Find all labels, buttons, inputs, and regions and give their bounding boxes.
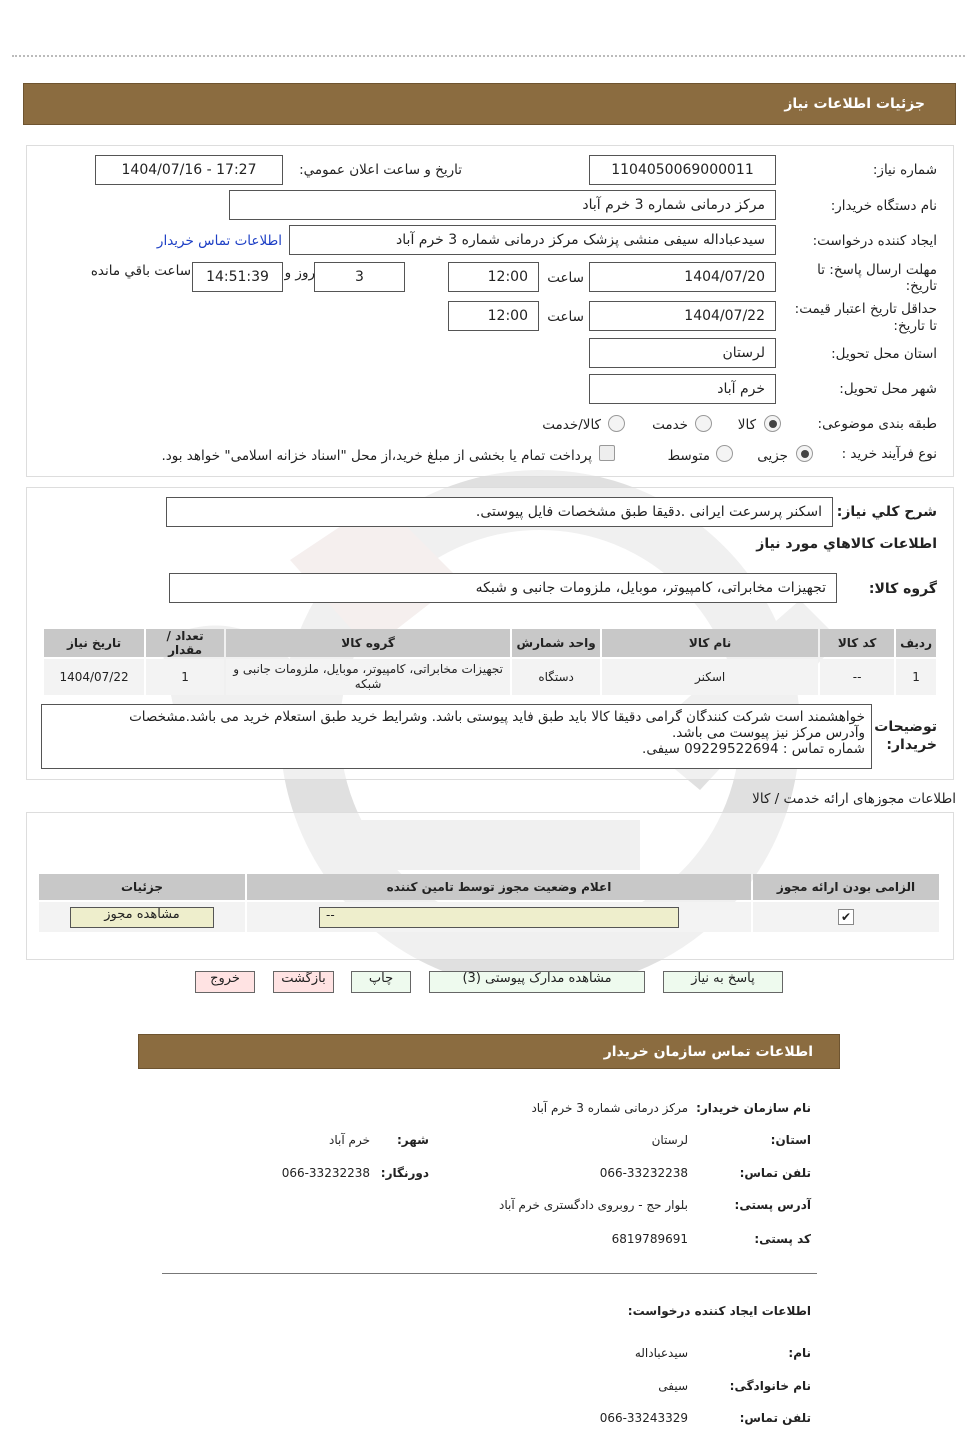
back-button[interactable]: بازگشت — [273, 971, 334, 993]
top-divider — [12, 55, 965, 57]
requester-phone-label: تلفن تماس: — [739, 1411, 811, 1425]
days-field — [314, 262, 405, 292]
process-label: نوع فرآیند خرید : — [841, 446, 937, 462]
org-contact-header — [138, 1034, 840, 1069]
province-label: استان محل تحویل: — [831, 346, 937, 362]
announce-field — [95, 155, 283, 185]
org-contact-title: اطلاعات تماس سازمان خریدار — [603, 1043, 813, 1060]
validity-date-value: 1404/07/22 — [684, 308, 765, 324]
notes-line-1: خواهشمند است شرکت کنندگان گرامی دقیقا کالا باید طبق فاید پیوستی باشد. وشرایط خرید طبق استعلام خرید می باشد.مشخصات — [129, 709, 865, 725]
notes-label-1: توضیحات — [874, 719, 937, 735]
org-address-value: بلوار حج - روبروی دادگستری خرم آباد — [499, 1198, 688, 1212]
requester-name-value: سیدعباداله — [634, 1346, 688, 1360]
org-phone-value: 066-33232238 — [599, 1166, 688, 1180]
org-province-label: استان: — [770, 1133, 811, 1147]
notes-line-3: شماره تماس : 09229522694 سیفی. — [642, 741, 865, 757]
org-province-value: لرستان — [651, 1133, 688, 1147]
deadline-time-label: ساعت — [547, 270, 584, 286]
requester-family-label: نام خانوادگی: — [729, 1379, 811, 1393]
validity-date-field — [589, 301, 776, 331]
cell-required — [753, 902, 939, 932]
permits-table-header — [39, 874, 939, 900]
validity-time-label: ساعت — [547, 309, 584, 325]
deadline-label-1: مهلت ارسال پاسخ: تا — [817, 262, 937, 278]
org-postal-value: 6819789691 — [611, 1232, 688, 1246]
province-value: لرستان — [722, 345, 765, 361]
days-label: روز و — [284, 265, 315, 281]
city-label: شهر محل تحویل: — [839, 381, 937, 397]
process-option-minor: جزیی — [757, 448, 788, 464]
col-unit: واحد شمارش — [512, 629, 600, 657]
validity-label-2: تا تاریخ: — [893, 318, 937, 334]
deadline-date-value: 1404/07/20 — [684, 269, 765, 285]
buyer-label: نام دستگاه خریدار: — [830, 198, 937, 214]
reply-button[interactable]: پاسخ به نیاز — [663, 971, 783, 993]
group-field — [169, 573, 837, 603]
validity-time-field — [448, 301, 539, 331]
view-permit-button[interactable]: مشاهده مجوز — [70, 907, 214, 928]
details-header — [23, 83, 956, 125]
requester-phone-value: 066-33243329 — [599, 1411, 688, 1425]
cell-unit: دستگاه — [512, 659, 600, 695]
payment-note: پرداخت تمام یا بخشی از مبلغ خرید،از محل "اسناد خزانه اسلامی" خواهد بود. — [161, 448, 592, 464]
notes-line-2: وآدرس مرکز نیز پیوست می باشد. — [672, 725, 865, 741]
permits-table — [37, 872, 941, 934]
goods-table — [42, 627, 938, 697]
exit-button[interactable]: خروج — [195, 971, 255, 993]
buyer-value: مرکز درمانی شماره 3 خرم آباد — [582, 197, 765, 213]
cell-row: 1 — [896, 659, 936, 695]
creator-field — [289, 225, 776, 255]
org-name-label: نام سازمان خریدار: — [696, 1101, 811, 1115]
attachments-button[interactable]: مشاهده مدارک پیوستی (3) — [429, 971, 645, 993]
permit-status-field[interactable] — [319, 907, 679, 928]
creator-value: سیدعباداله سیفی منشی پزشک مرکز درمانی شماره 3 خرم آباد — [396, 232, 765, 248]
org-postal-label: کد پستی: — [754, 1232, 811, 1246]
org-phone-label: تلفن تماس: — [739, 1166, 811, 1180]
table-row — [44, 659, 936, 695]
deadline-time-value: 12:00 — [487, 269, 528, 285]
cell-date: 1404/07/22 — [44, 659, 144, 695]
notes-label-2: خریدار: — [886, 737, 937, 753]
category-radio-goods[interactable] — [764, 415, 781, 432]
col-row: ردیف — [896, 629, 936, 657]
contact-divider — [162, 1273, 817, 1274]
buyer-field — [229, 190, 776, 220]
cell-group: تجهیزات مخابراتی، کامپیوتر، موبایل، ملزومات جانبی و شبکه — [226, 659, 510, 695]
buyer-contact-link[interactable]: اطلاعات تماس خریدار — [156, 233, 282, 249]
announce-label: تاریخ و ساعت اعلان عمومي: — [299, 162, 462, 178]
desc-label: شرح كلي نياز: — [836, 504, 937, 520]
col-name: نام کالا — [602, 629, 818, 657]
category-label: طبقه بندی موضوعی: — [817, 416, 937, 432]
col-required: الزامی بودن ارائه مجوز — [753, 874, 939, 900]
category-option-service: خدمت — [652, 417, 688, 433]
col-group: گروه کالا — [226, 629, 510, 657]
deadline-time-field — [448, 262, 539, 292]
print-button[interactable]: چاپ — [351, 971, 411, 993]
org-city-value: خرم آباد — [329, 1133, 370, 1147]
org-fax-label: دورنگار: — [380, 1166, 429, 1180]
permits-title: اطلاعات مجوزهای ارائه خدمت / کالا — [752, 791, 956, 807]
radio-selected-dot — [801, 450, 809, 458]
need-number-field — [589, 155, 776, 185]
col-status: اعلام وضعیت مجوز توسط تامین کننده — [247, 874, 751, 900]
org-fax-value: 066-33232238 — [281, 1166, 370, 1180]
cell-status — [247, 902, 751, 932]
city-value: خرم آباد — [717, 381, 765, 397]
category-radio-both[interactable] — [608, 415, 625, 432]
requester-family-value: سیفی — [658, 1379, 688, 1393]
org-address-label: آدرس پستی: — [734, 1198, 811, 1212]
table-row — [39, 902, 939, 932]
need-number-label: شماره نیاز: — [872, 162, 937, 178]
province-field — [589, 338, 776, 368]
treasury-checkbox[interactable] — [599, 445, 615, 461]
remaining-label: ساعت باقي مانده — [90, 263, 191, 279]
validity-label-1: حداقل تاریخ اعتبار قیمت: — [794, 301, 937, 317]
announce-value: 1404/07/16 - 17:27 — [121, 162, 257, 178]
goods-title: اطلاعات كالاهاي مورد نياز — [756, 536, 937, 552]
deadline-date-field — [589, 262, 776, 292]
col-details: جزئیات — [39, 874, 245, 900]
org-city-label: شهر: — [397, 1133, 429, 1147]
process-radio-medium[interactable] — [716, 445, 733, 462]
col-qty: تعداد / مقدار — [146, 629, 224, 657]
group-value: تجهیزات مخابراتی، کامپیوتر، موبایل، ملزومات جانبی و شبکه — [475, 580, 826, 596]
col-code: کد کالا — [820, 629, 894, 657]
creator-label: ایجاد کننده درخواست: — [812, 233, 937, 249]
days-value: 3 — [355, 269, 364, 285]
page-title: جزئیات اطلاعات نیاز — [784, 96, 925, 112]
remaining-time-value: 14:51:39 — [206, 269, 269, 285]
requester-name-label: نام: — [788, 1346, 811, 1360]
required-checkbox[interactable]: ✔ — [838, 909, 854, 925]
desc-field — [166, 497, 833, 527]
category-radio-service[interactable] — [695, 415, 712, 432]
need-number-value: 1104050069000011 — [611, 162, 754, 178]
category-option-goods: کالا — [737, 417, 756, 433]
deadline-label-2: تاریخ: — [905, 278, 937, 294]
col-date: تاریخ نیاز — [44, 629, 144, 657]
cell-code: -- — [820, 659, 894, 695]
process-radio-minor[interactable] — [796, 445, 813, 462]
cell-details — [39, 902, 245, 932]
requester-title: اطلاعات ایجاد کننده درخواست: — [627, 1304, 811, 1318]
cell-qty: 1 — [146, 659, 224, 695]
group-label: گروه کالا: — [868, 581, 937, 597]
validity-time-value: 12:00 — [487, 308, 528, 324]
remaining-time-field — [192, 262, 283, 292]
buyer-notes-box — [41, 704, 872, 769]
desc-value: اسکنر پرسرعت ایرانی .دقیقا طبق مشخصات فایل پیوستی. — [475, 504, 822, 520]
cell-name: اسکنر — [602, 659, 818, 695]
radio-selected-dot — [769, 420, 777, 428]
org-name-value: مرکز درمانی شماره 3 خرم آباد — [531, 1101, 688, 1115]
category-option-both: کالا/خدمت — [542, 417, 601, 433]
goods-table-header — [44, 629, 936, 657]
permit-status-value: -- — [326, 907, 335, 922]
city-field — [589, 374, 776, 404]
process-option-medium: متوسط — [667, 448, 710, 464]
